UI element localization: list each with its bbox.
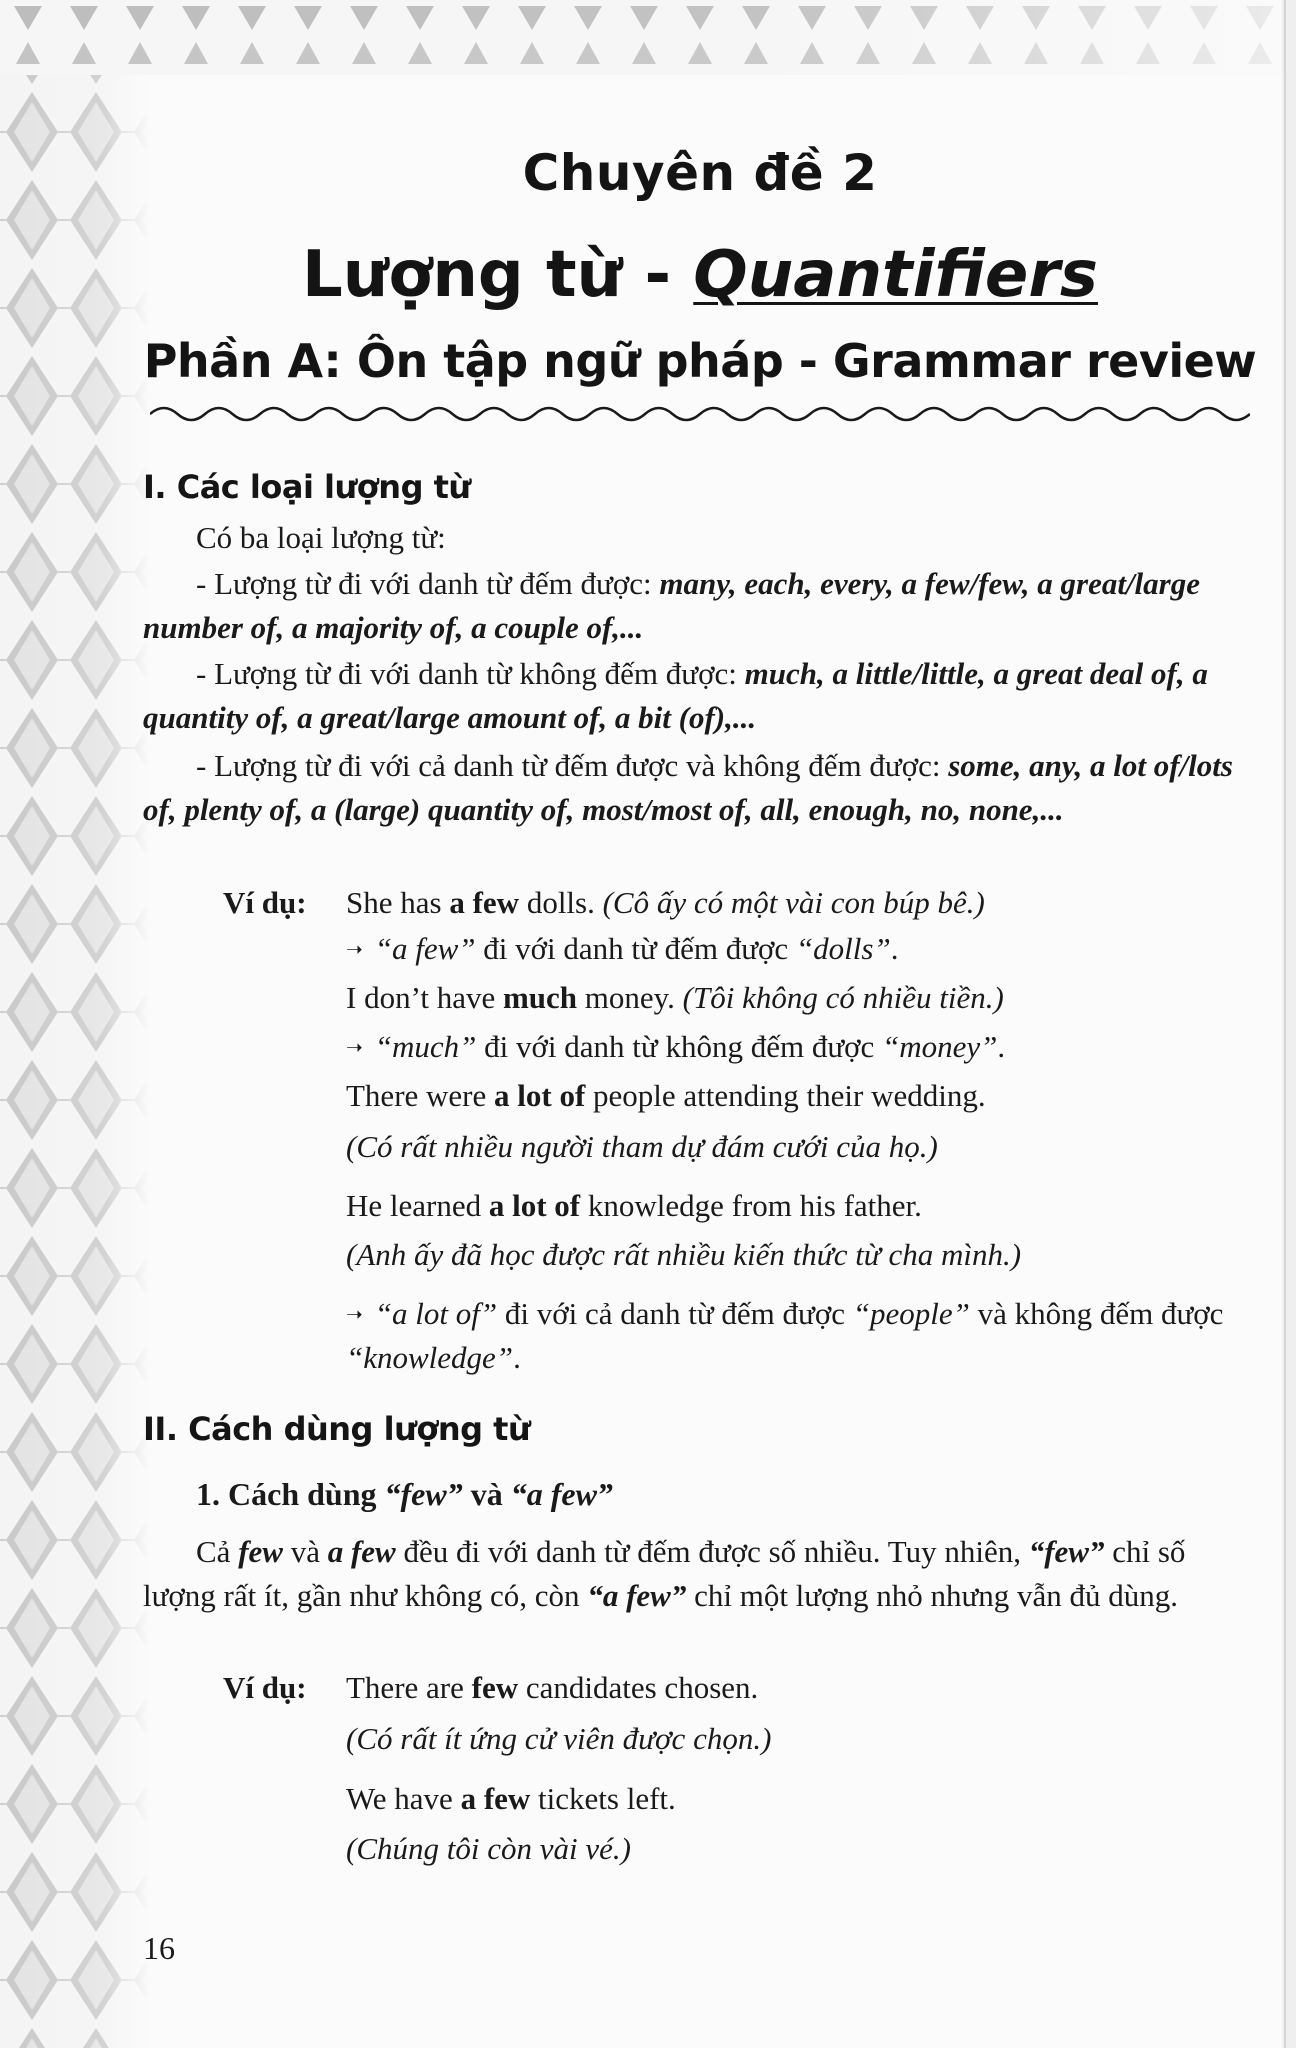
example-a-few: We have a few tickets left. xyxy=(346,1781,676,1816)
example-few: There are few candidates chosen. xyxy=(346,1670,759,1705)
page-number: 16 xyxy=(143,1930,175,1966)
diamond-border-left xyxy=(0,0,150,2048)
arrow-right-icon: ➝ xyxy=(346,1035,363,1059)
example-4: He learned a lot of knowledge from his father. xyxy=(346,1188,922,1223)
section-1-intro: Có ba loại lượng từ: xyxy=(196,520,446,555)
title-vietnamese: Lượng từ - xyxy=(302,238,694,312)
countable-quantifiers: - Lượng từ đi với danh từ đếm được: many, each, every, a few/few, a great/large number of, a majority of, a couple of,... xyxy=(143,566,1200,645)
example-a-few-translation: (Chúng tôi còn vài vé.) xyxy=(346,1831,631,1866)
example-2: I don’t have much money. (Tôi không có nhiều tiền.) xyxy=(346,980,1004,1015)
example-label: Ví dụ: xyxy=(223,885,307,920)
section-1-heading: I. Các loại lượng từ xyxy=(143,468,471,506)
example-4-note: ➝ “a lot of” đi với cả danh từ đếm được “people” và không đếm được “knowledge”. xyxy=(346,1296,1224,1375)
triangle-border-top xyxy=(0,0,1296,75)
part-heading: Phần A: Ôn tập ngữ pháp - Grammar review xyxy=(143,334,1257,388)
topic-heading: Chuyên đề 2 xyxy=(522,144,878,202)
page-edge-right xyxy=(1282,0,1296,2048)
example-2-note: ➝ “much” đi với danh từ không đếm được “money”. xyxy=(346,1029,1006,1064)
wavy-divider xyxy=(150,399,1250,429)
few-vs-a-few-paragraph: Cả few và a few đều đi với danh từ đếm được số nhiều. Tuy nhiên, “few” chỉ số lượng rất ít, gần như không có, còn “a few” chỉ một lượng nhỏ nhưng vẫn đủ dùng. xyxy=(143,1534,1186,1613)
example-3-translation: (Có rất nhiều người tham dự đám cưới của họ.) xyxy=(346,1129,938,1164)
arrow-right-icon: ➝ xyxy=(346,937,363,961)
example-1: She has a few dolls. (Cô ấy có một vài con búp bê.) xyxy=(346,885,985,920)
uncountable-quantifiers: - Lượng từ đi với danh từ không đếm được: much, a little/little, a great deal of, a quantity of, a great/large amount of, a bit (of),... xyxy=(143,656,1208,735)
section-2-heading: II. Cách dùng lượng từ xyxy=(143,1410,531,1448)
arrow-right-icon: ➝ xyxy=(346,1302,363,1326)
page-title xyxy=(140,238,1260,312)
example-few-translation: (Có rất ít ứng cử viên được chọn.) xyxy=(346,1721,772,1756)
both-quantifiers: - Lượng từ đi với cả danh từ đếm được và không đếm được: some, any, a lot of/lots of, plenty of, a (large) quantity of, most/most of, all, enough, no, none,... xyxy=(143,748,1233,827)
example-1-note: ➝ “a few” đi với danh từ đếm được “dolls”. xyxy=(346,931,899,966)
example-3: There were a lot of people attending their wedding. xyxy=(346,1078,986,1113)
title-english: Quantifiers xyxy=(693,238,1098,312)
example-4-translation: (Anh ấy đã học được rất nhiều kiến thức từ cha mình.) xyxy=(346,1237,1022,1272)
example-label-2: Ví dụ: xyxy=(223,1670,307,1705)
subsection-1-heading: 1. Cách dùng “few” và “a few” xyxy=(196,1476,613,1512)
